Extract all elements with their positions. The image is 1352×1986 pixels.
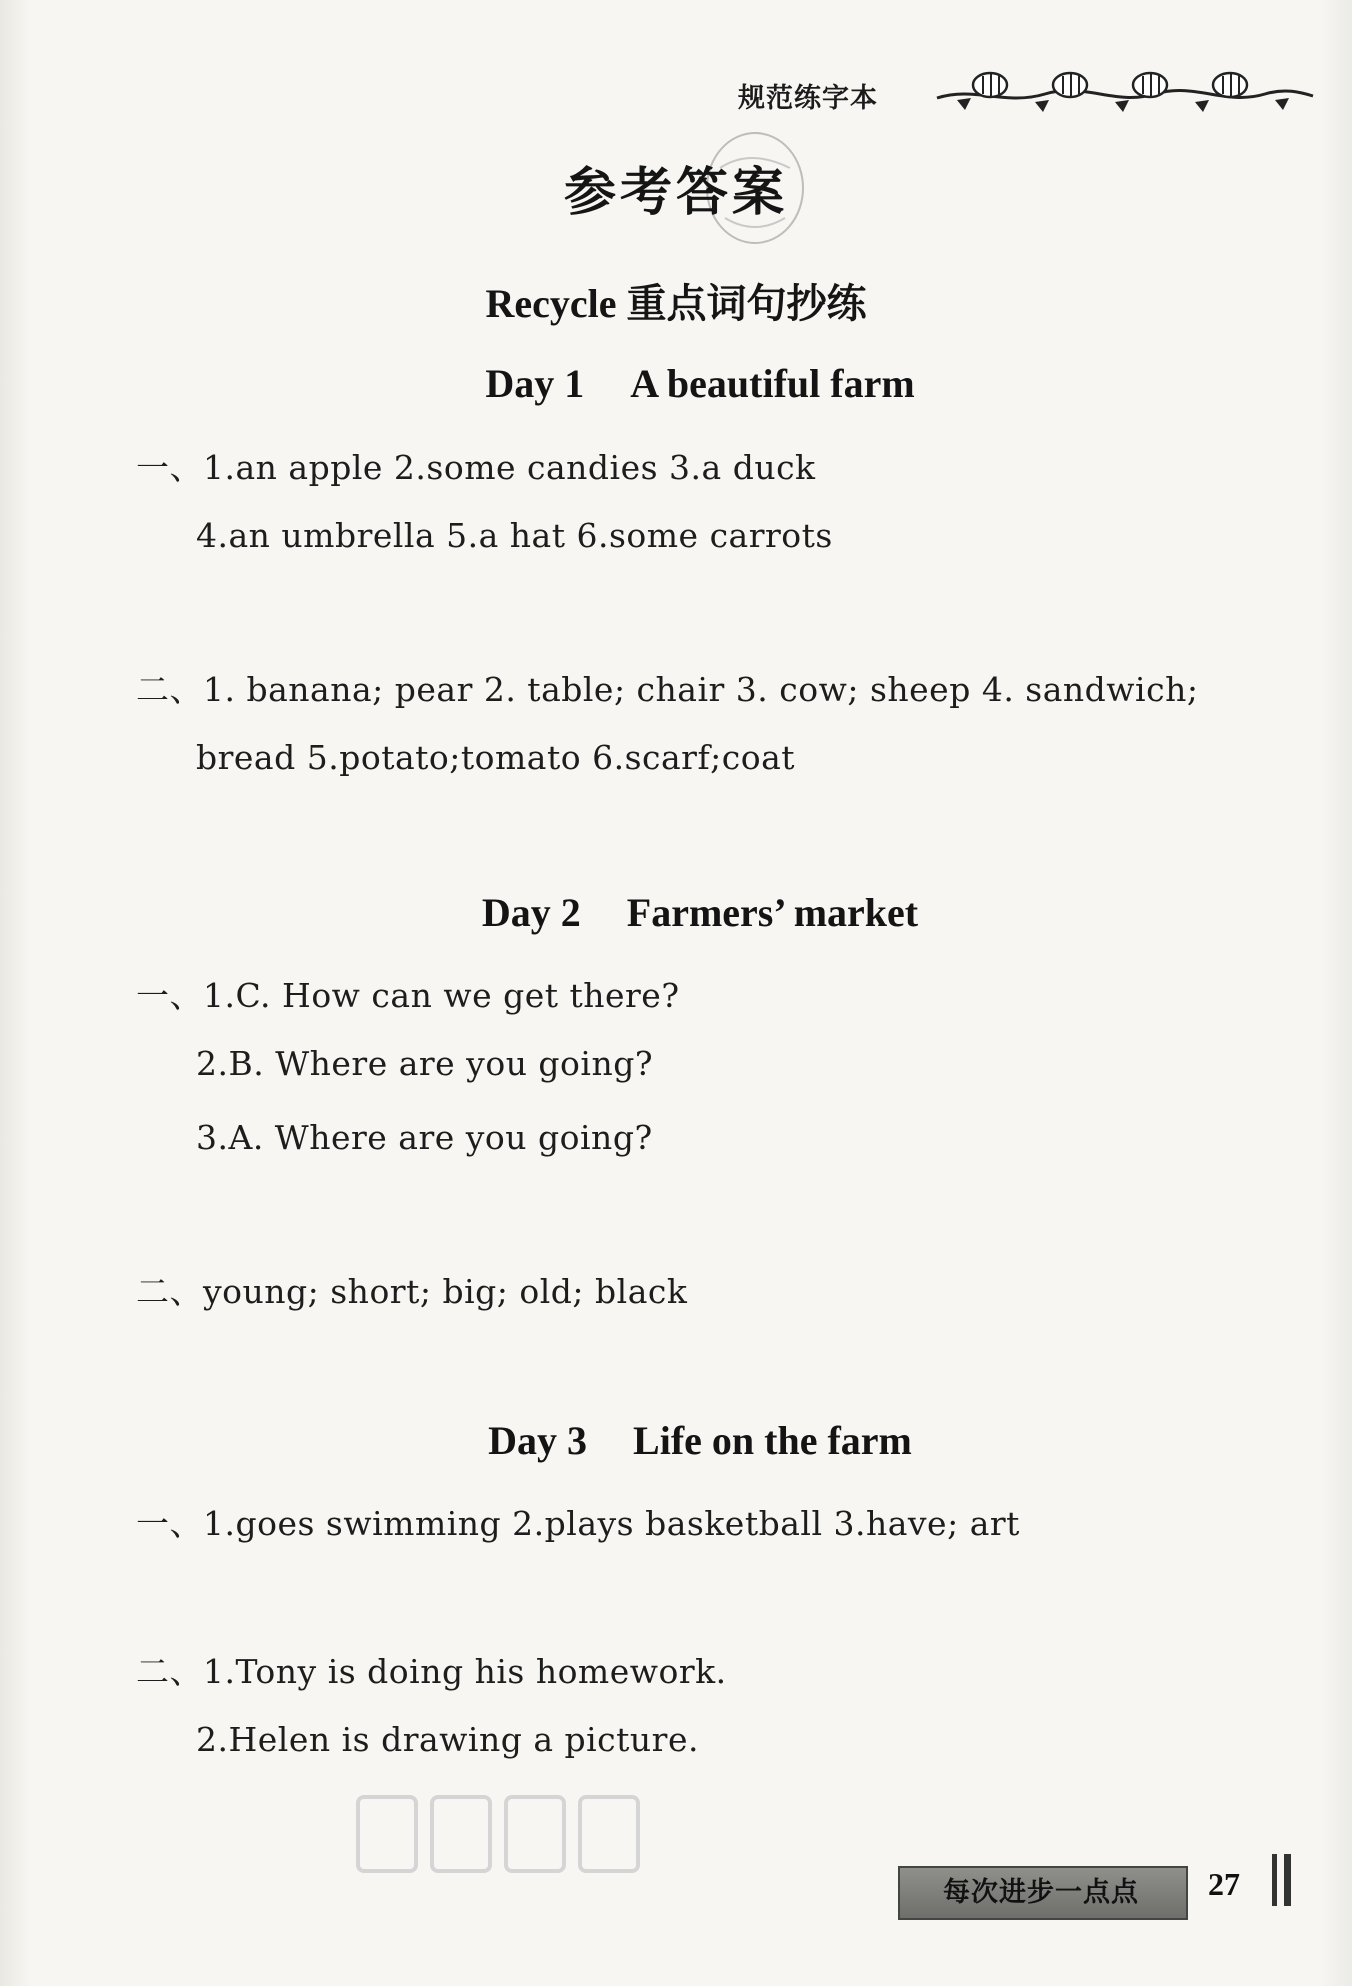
day-2-line-4: 二、young; short; big; old; black <box>136 1272 688 1311</box>
day-2-topic: Farmers’ market <box>626 890 919 935</box>
day-1-topic: A beautiful farm <box>630 361 915 406</box>
day-1-label: Day 1 <box>485 361 585 406</box>
day-2-label: Day 2 <box>481 890 581 935</box>
day-2-line-1: 一、1.C. How can we get there? <box>136 976 680 1015</box>
day-2-line-2: 2.B. Where are you going? <box>196 1044 654 1083</box>
day-2-line-3: 3.A. Where are you going? <box>196 1118 653 1157</box>
section-title: Recycle 重点词句抄练 <box>485 281 867 326</box>
footer-slogan: 每次进步一点点 <box>943 1877 1139 1908</box>
day-3-topic: Life on the farm <box>633 1418 912 1463</box>
page-title: 参考答案 <box>563 163 788 223</box>
day-2-heading <box>0 889 1352 936</box>
day-1-line-4: bread 5.potato;tomato 6.scarf;coat <box>196 738 796 777</box>
edge-bars-icon <box>1270 1850 1298 1910</box>
day-1-heading <box>0 360 1352 407</box>
vine-decoration-icon <box>935 60 1315 120</box>
day-3-label: Day 3 <box>488 1418 588 1463</box>
day-1-line-2: 4.an umbrella 5.a hat 6.some carrots <box>196 516 833 555</box>
watermark-icon <box>350 1785 650 1885</box>
day-1-line-3: 二、1. banana; pear 2. table; chair 3. cow; sheep 4. sandwich; <box>136 670 1199 709</box>
day-3-line-2: 二、1.Tony is doing his homework. <box>136 1652 727 1691</box>
day-3-line-3: 2.Helen is drawing a picture. <box>196 1720 699 1759</box>
day-3-heading <box>0 1417 1352 1464</box>
day-3-line-1: 一、1.goes swimming 2.plays basketball 3.have; art <box>136 1504 1020 1543</box>
page-number: 27 <box>1208 1866 1240 1902</box>
book-title: 规范练字本 <box>738 83 878 114</box>
day-1-line-1: 一、1.an apple 2.some candies 3.a duck <box>136 448 816 487</box>
